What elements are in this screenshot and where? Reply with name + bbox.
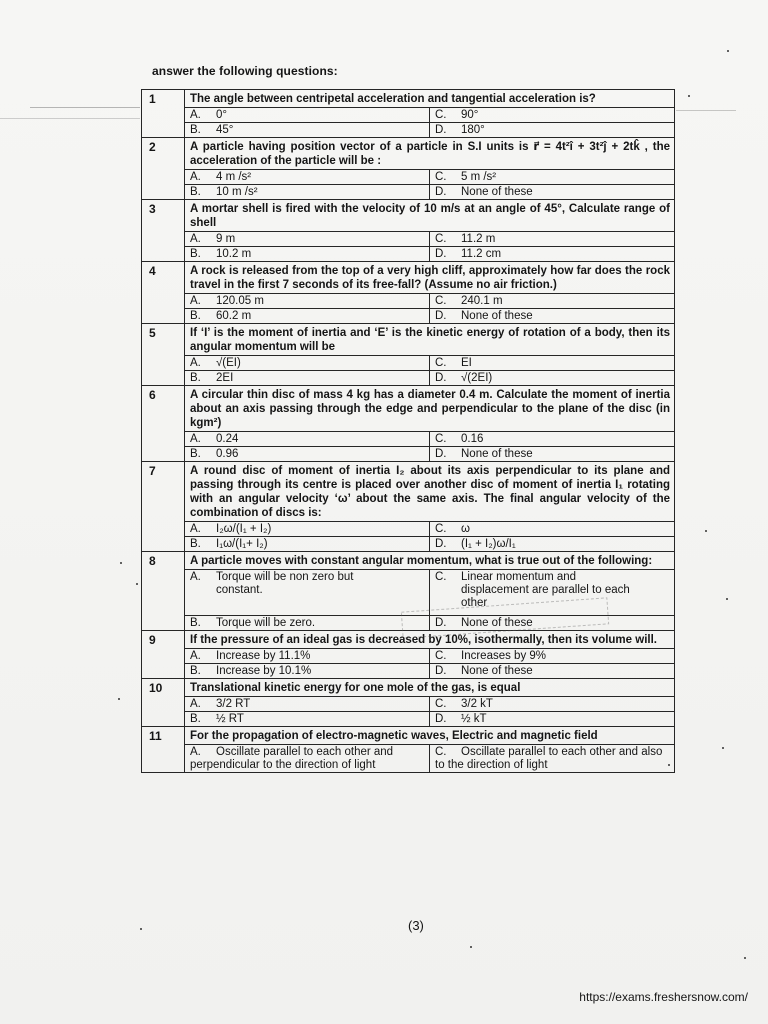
options-row (185, 712, 674, 727)
answer-option (185, 309, 430, 324)
option-letter: A. (190, 109, 201, 121)
option-letter: D. (435, 310, 447, 322)
option-letter: D. (435, 538, 447, 550)
option-letter: D. (435, 713, 447, 725)
answer-option (185, 522, 430, 537)
question-number: 1 (142, 90, 185, 138)
option-text: ½ kT (461, 713, 487, 725)
options-row (185, 432, 674, 447)
option-letter: A. (190, 171, 201, 183)
answer-option (185, 432, 430, 447)
options-grid (185, 697, 674, 726)
option-letter: C. (435, 433, 447, 445)
question-row (142, 200, 675, 262)
option-text: 10 m /s² (216, 186, 258, 198)
answer-option (430, 745, 675, 772)
option-text: 3/2 kT (461, 698, 493, 710)
answer-option (185, 616, 430, 631)
answer-option (430, 664, 675, 679)
option-text: ω (461, 523, 470, 535)
answer-option (430, 432, 675, 447)
answer-option (185, 664, 430, 679)
page-number: (3) (408, 918, 424, 933)
question-text: A round disc of moment of inertia I₂ about its axis perpendicular to its plane and passing through its centre is placed over another disc of moment of inertia I₁ rotating with an angular velocity ‘ω’ about the same axis. The final angular velocity of the combination of discs is: (185, 462, 674, 522)
option-text: 11.2 m (461, 233, 496, 245)
answer-option (430, 537, 675, 552)
scan-speck (136, 583, 138, 585)
options-grid (185, 649, 674, 678)
option-text: 4 m /s² (216, 171, 252, 183)
scan-artifact-line (0, 118, 140, 119)
option-letter: D. (435, 186, 447, 198)
options-row (185, 294, 674, 309)
option-letter: A. (190, 650, 201, 662)
option-text: 2EI (216, 372, 234, 384)
options-row (185, 108, 674, 123)
option-letter: A. (190, 571, 201, 583)
question-number: 6 (142, 386, 185, 462)
option-text: Increase by 10.1% (216, 665, 312, 677)
option-letter: C. (435, 295, 447, 307)
option-text: I₂ω/(I₁ + I₂) (216, 523, 272, 535)
answer-option (185, 371, 430, 386)
answer-option (185, 570, 430, 616)
scan-speck (744, 957, 746, 959)
option-letter: C. (435, 571, 447, 583)
answer-option (430, 309, 675, 324)
options-row (185, 309, 674, 324)
option-text: 45° (216, 124, 234, 136)
answer-option (430, 447, 675, 462)
question-row (142, 324, 675, 386)
options-row (185, 649, 674, 664)
scan-speck (727, 50, 729, 52)
options-grid (185, 294, 674, 323)
options-grid (185, 432, 674, 461)
answer-option (185, 232, 430, 247)
answer-option (185, 123, 430, 138)
options-row (185, 185, 674, 200)
option-letter: D. (435, 248, 447, 260)
option-text: Linear momentum and displacement are parallel to each other (461, 571, 630, 609)
option-letter: C. (435, 650, 447, 662)
option-letter: B. (190, 310, 201, 322)
question-row (142, 386, 675, 462)
scan-speck (705, 530, 707, 532)
option-text: EI (461, 357, 472, 369)
option-text: 240.1 m (461, 295, 503, 307)
option-text: 0.96 (216, 448, 239, 460)
question-cell (185, 324, 675, 386)
answer-option (430, 247, 675, 262)
option-letter: C. (435, 171, 447, 183)
question-number: 11 (142, 727, 185, 773)
option-text: Increase by 11.1% (216, 650, 311, 662)
scan-speck (118, 698, 120, 700)
option-letter: B. (190, 538, 201, 550)
answer-option (185, 649, 430, 664)
option-text: 120.05 m (216, 295, 264, 307)
option-letter: D. (435, 617, 447, 629)
options-row (185, 123, 674, 138)
question-row (142, 462, 675, 552)
option-letter: C. (435, 109, 447, 121)
question-number: 9 (142, 631, 185, 679)
instructions-heading: answer the following questions: (152, 64, 338, 78)
question-row (142, 138, 675, 200)
option-letter: C. (435, 698, 447, 710)
option-text: √(EI) (216, 357, 241, 369)
option-text: 180° (461, 124, 485, 136)
option-text: Oscillate parallel to each other and also to the direction of light (435, 746, 663, 771)
option-text: 10.2 m (216, 248, 252, 260)
question-number: 8 (142, 552, 185, 631)
question-cell (185, 138, 675, 200)
question-cell (185, 90, 675, 138)
option-letter: A. (190, 746, 201, 758)
option-text: Torque will be non zero but constant. (216, 571, 354, 596)
answer-option (185, 712, 430, 727)
answer-option (430, 697, 675, 712)
answer-option (185, 447, 430, 462)
option-text: None of these (461, 665, 533, 677)
options-grid (185, 356, 674, 385)
scan-speck (140, 928, 142, 930)
question-number: 5 (142, 324, 185, 386)
option-text: 0.16 (461, 433, 484, 445)
option-letter: B. (190, 665, 201, 677)
question-text: A circular thin disc of mass 4 kg has a diameter 0.4 m. Calculate the moment of inertia about an axis passing through the edge and perpendicular to the plane of the disc (in kgm²) (185, 386, 674, 432)
option-text: I₁ω/(I₁+ I₂) (216, 538, 268, 550)
question-number: 10 (142, 679, 185, 727)
options-row (185, 232, 674, 247)
option-text: 9 m (216, 233, 236, 245)
option-text: 11.2 cm (461, 248, 502, 260)
options-row (185, 664, 674, 679)
options-row (185, 537, 674, 552)
answer-option (185, 697, 430, 712)
option-letter: C. (435, 357, 447, 369)
question-cell (185, 262, 675, 324)
option-letter: A. (190, 523, 201, 535)
option-text: None of these (461, 186, 533, 198)
option-text: 90° (461, 109, 479, 121)
question-text: Translational kinetic energy for one mole of the gas, is equal (185, 679, 674, 697)
answer-option (430, 371, 675, 386)
scan-speck (120, 562, 122, 564)
options-grid (185, 232, 674, 261)
question-cell (185, 727, 675, 773)
option-text: 3/2 RT (216, 698, 251, 710)
options-row (185, 447, 674, 462)
answer-option (430, 232, 675, 247)
option-text: None of these (461, 310, 533, 322)
question-cell (185, 386, 675, 462)
option-text: 0° (216, 109, 227, 121)
answer-option (185, 745, 430, 772)
question-row (142, 262, 675, 324)
option-letter: A. (190, 433, 201, 445)
answer-option (185, 247, 430, 262)
options-row (185, 522, 674, 537)
option-letter: A. (190, 357, 201, 369)
answer-option (430, 649, 675, 664)
options-row (185, 371, 674, 386)
option-text: 60.2 m (216, 310, 252, 322)
answer-option (185, 356, 430, 371)
option-letter: A. (190, 698, 201, 710)
question-text: The angle between centripetal acceleration and tangential acceleration is? (185, 90, 674, 108)
question-cell (185, 462, 675, 552)
source-url-link[interactable]: https://exams.freshersnow.com/ (579, 990, 748, 1004)
option-letter: B. (190, 617, 201, 629)
options-grid (185, 745, 674, 772)
option-text: 0.24 (216, 433, 239, 445)
answer-option (185, 537, 430, 552)
answer-option (430, 185, 675, 200)
question-text: A mortar shell is fired with the velocity of 10 m/s at an angle of 45°, Calculate range of shell (185, 200, 674, 232)
scan-speck (470, 946, 472, 948)
answer-option (430, 712, 675, 727)
option-text: (I₁ + I₂)ω/I₁ (461, 538, 516, 550)
scan-speck (668, 764, 670, 766)
option-letter: A. (190, 233, 201, 245)
answer-option (430, 356, 675, 371)
answer-option (185, 185, 430, 200)
answer-option (430, 522, 675, 537)
option-text: Oscillate parallel to each other and perpendicular to the direction of light (190, 746, 394, 771)
option-text: √(2EI) (461, 372, 493, 384)
scan-artifact-line (30, 107, 140, 108)
options-grid (185, 108, 674, 137)
option-text: None of these (461, 448, 533, 460)
option-letter: B. (190, 248, 201, 260)
question-text: For the propagation of electro-magnetic waves, Electric and magnetic field (185, 727, 674, 745)
scan-speck (722, 747, 724, 749)
answer-option (430, 123, 675, 138)
options-row (185, 745, 674, 772)
answer-option (430, 108, 675, 123)
option-letter: B. (190, 186, 201, 198)
question-text: A particle having position vector of a particle in S.I units is r⃗ = 4t²î + 3t²ĵ + 2tk̂ , the acceleration of the particle will be : (185, 138, 674, 170)
question-text: If the pressure of an ideal gas is decreased by 10%, isothermally, then its volume will. (185, 631, 674, 649)
question-number: 4 (142, 262, 185, 324)
option-letter: B. (190, 713, 201, 725)
option-letter: B. (190, 124, 201, 136)
question-row (142, 679, 675, 727)
option-text: Increases by 9% (461, 650, 547, 662)
questions-table (141, 89, 675, 773)
answer-option (185, 294, 430, 309)
scan-artifact-line (676, 110, 736, 111)
options-grid (185, 170, 674, 199)
options-row (185, 697, 674, 712)
question-row (142, 727, 675, 773)
option-letter: C. (435, 523, 447, 535)
options-row (185, 356, 674, 371)
option-letter: B. (190, 372, 201, 384)
options-row (185, 247, 674, 262)
answer-option (430, 170, 675, 185)
option-letter: D. (435, 665, 447, 677)
option-text: None of these (461, 617, 533, 629)
options-grid (185, 522, 674, 551)
scan-speck (688, 95, 690, 97)
option-letter: C. (435, 233, 447, 245)
question-number: 7 (142, 462, 185, 552)
answer-option (430, 294, 675, 309)
question-cell (185, 200, 675, 262)
option-text: Torque will be zero. (216, 617, 316, 629)
question-text: A rock is released from the top of a very high cliff, approximately how far does the rock travel in the first 7 seconds of its free-fall? (Assume no air friction.) (185, 262, 674, 294)
option-letter: B. (190, 448, 201, 460)
option-letter: D. (435, 124, 447, 136)
question-number: 3 (142, 200, 185, 262)
scan-speck (726, 598, 728, 600)
question-number: 2 (142, 138, 185, 200)
question-text: If ‘I’ is the moment of inertia and ‘E’ is the kinetic energy of rotation of a body, then its angular momentum will be (185, 324, 674, 356)
answer-option (185, 170, 430, 185)
option-letter: A. (190, 295, 201, 307)
question-row (142, 90, 675, 138)
option-letter: C. (435, 746, 447, 758)
option-letter: D. (435, 448, 447, 460)
answer-option (185, 108, 430, 123)
question-text: A particle moves with constant angular momentum, what is true out of the following: (185, 552, 674, 570)
question-cell (185, 679, 675, 727)
option-text: 5 m /s² (461, 171, 497, 183)
option-text: ½ RT (216, 713, 244, 725)
options-row (185, 170, 674, 185)
option-letter: D. (435, 372, 447, 384)
